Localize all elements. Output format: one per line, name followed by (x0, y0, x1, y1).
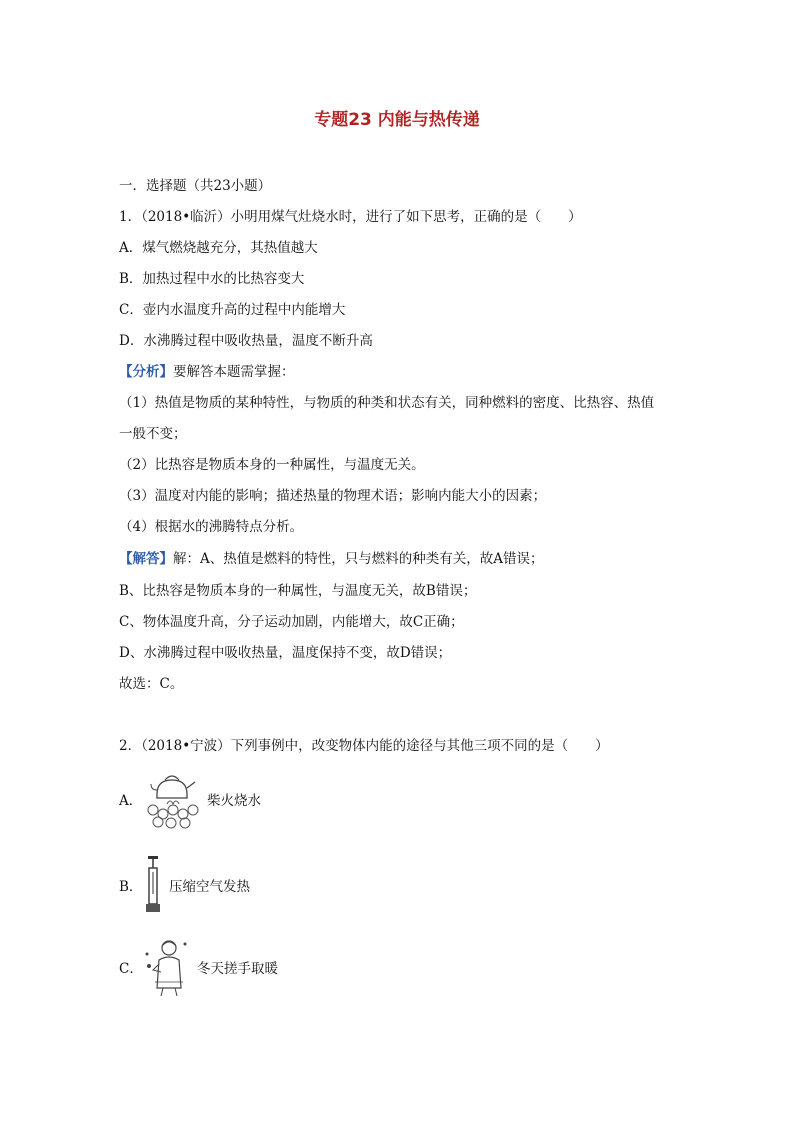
answer-point-d: D、水沸腾过程中吸收热量，温度保持不变，故D错误； (119, 645, 452, 661)
section-heading: 一．选择题（共23小题） (119, 178, 272, 194)
analysis-point-4: （4）根据水的沸腾特点分析。 (119, 519, 304, 535)
analysis-point-1-cont: 一般不变； (119, 426, 187, 442)
q1-answer (119, 549, 544, 569)
q1-option-d: D．水沸腾过程中吸收热量，温度不断升高 (119, 333, 373, 349)
analysis-point-2: （2）比热容是物质本身的一种属性，与温度无关。 (119, 457, 425, 473)
answer-choice: 故选：C。 (119, 676, 184, 692)
q1-stem: 1．（2018•临沂）小明用煤气灶烧水时，进行了如下思考，正确的是（ ） (119, 209, 582, 225)
q2-option-a (119, 768, 261, 830)
answer-point-b: B、比热容是物质本身的一种属性，与温度无关，故B错误； (119, 583, 477, 599)
rubbing-hands-icon (143, 936, 191, 998)
q2-stem: 2．（2018•宁波）下列事例中，改变物体内能的途径与其他三项不同的是（ ） (119, 738, 609, 754)
analysis-point-1: （1）热值是物质的某种特性，与物质的种类和状态有关，同种燃料的密度、比热容、热值 (119, 395, 655, 411)
option-text: 冬天搓手取暖 (197, 961, 278, 977)
q1-analysis (119, 362, 295, 382)
analysis-tag: 【分析】 (119, 364, 173, 380)
answer-tag: 【解答】 (119, 551, 173, 567)
answer-point-c: C、物体温度升高，分子运动加剧，内能增大，故C正确； (119, 614, 464, 630)
q1-option-a: A．煤气燃烧越充分，其热值越大 (119, 240, 318, 256)
option-letter: B． (119, 879, 143, 895)
option-text: 柴火烧水 (207, 793, 261, 809)
option-text: 压缩空气发热 (169, 879, 250, 895)
page-title: 专题23 内能与热传递 (314, 110, 480, 130)
analysis-point-3: （3）温度对内能的影响；描述热量的物理术语；影响内能大小的因素； (119, 488, 547, 504)
q1-option-b: B．加热过程中水的比热容变大 (119, 271, 305, 287)
q1-option-c: C．壶内水温度升高的过程中内能增大 (119, 302, 346, 318)
option-letter: A． (119, 793, 143, 809)
air-pump-icon (143, 854, 163, 916)
q2-option-b (119, 854, 250, 916)
q2-option-c (119, 936, 278, 998)
option-letter: C． (119, 961, 143, 977)
kettle-fire-icon (143, 768, 201, 830)
answer-intro: 解：A、热值是燃料的特性，只与燃料的种类有关，故A错误； (173, 551, 544, 567)
analysis-intro: 要解答本题需掌握： (173, 364, 295, 380)
